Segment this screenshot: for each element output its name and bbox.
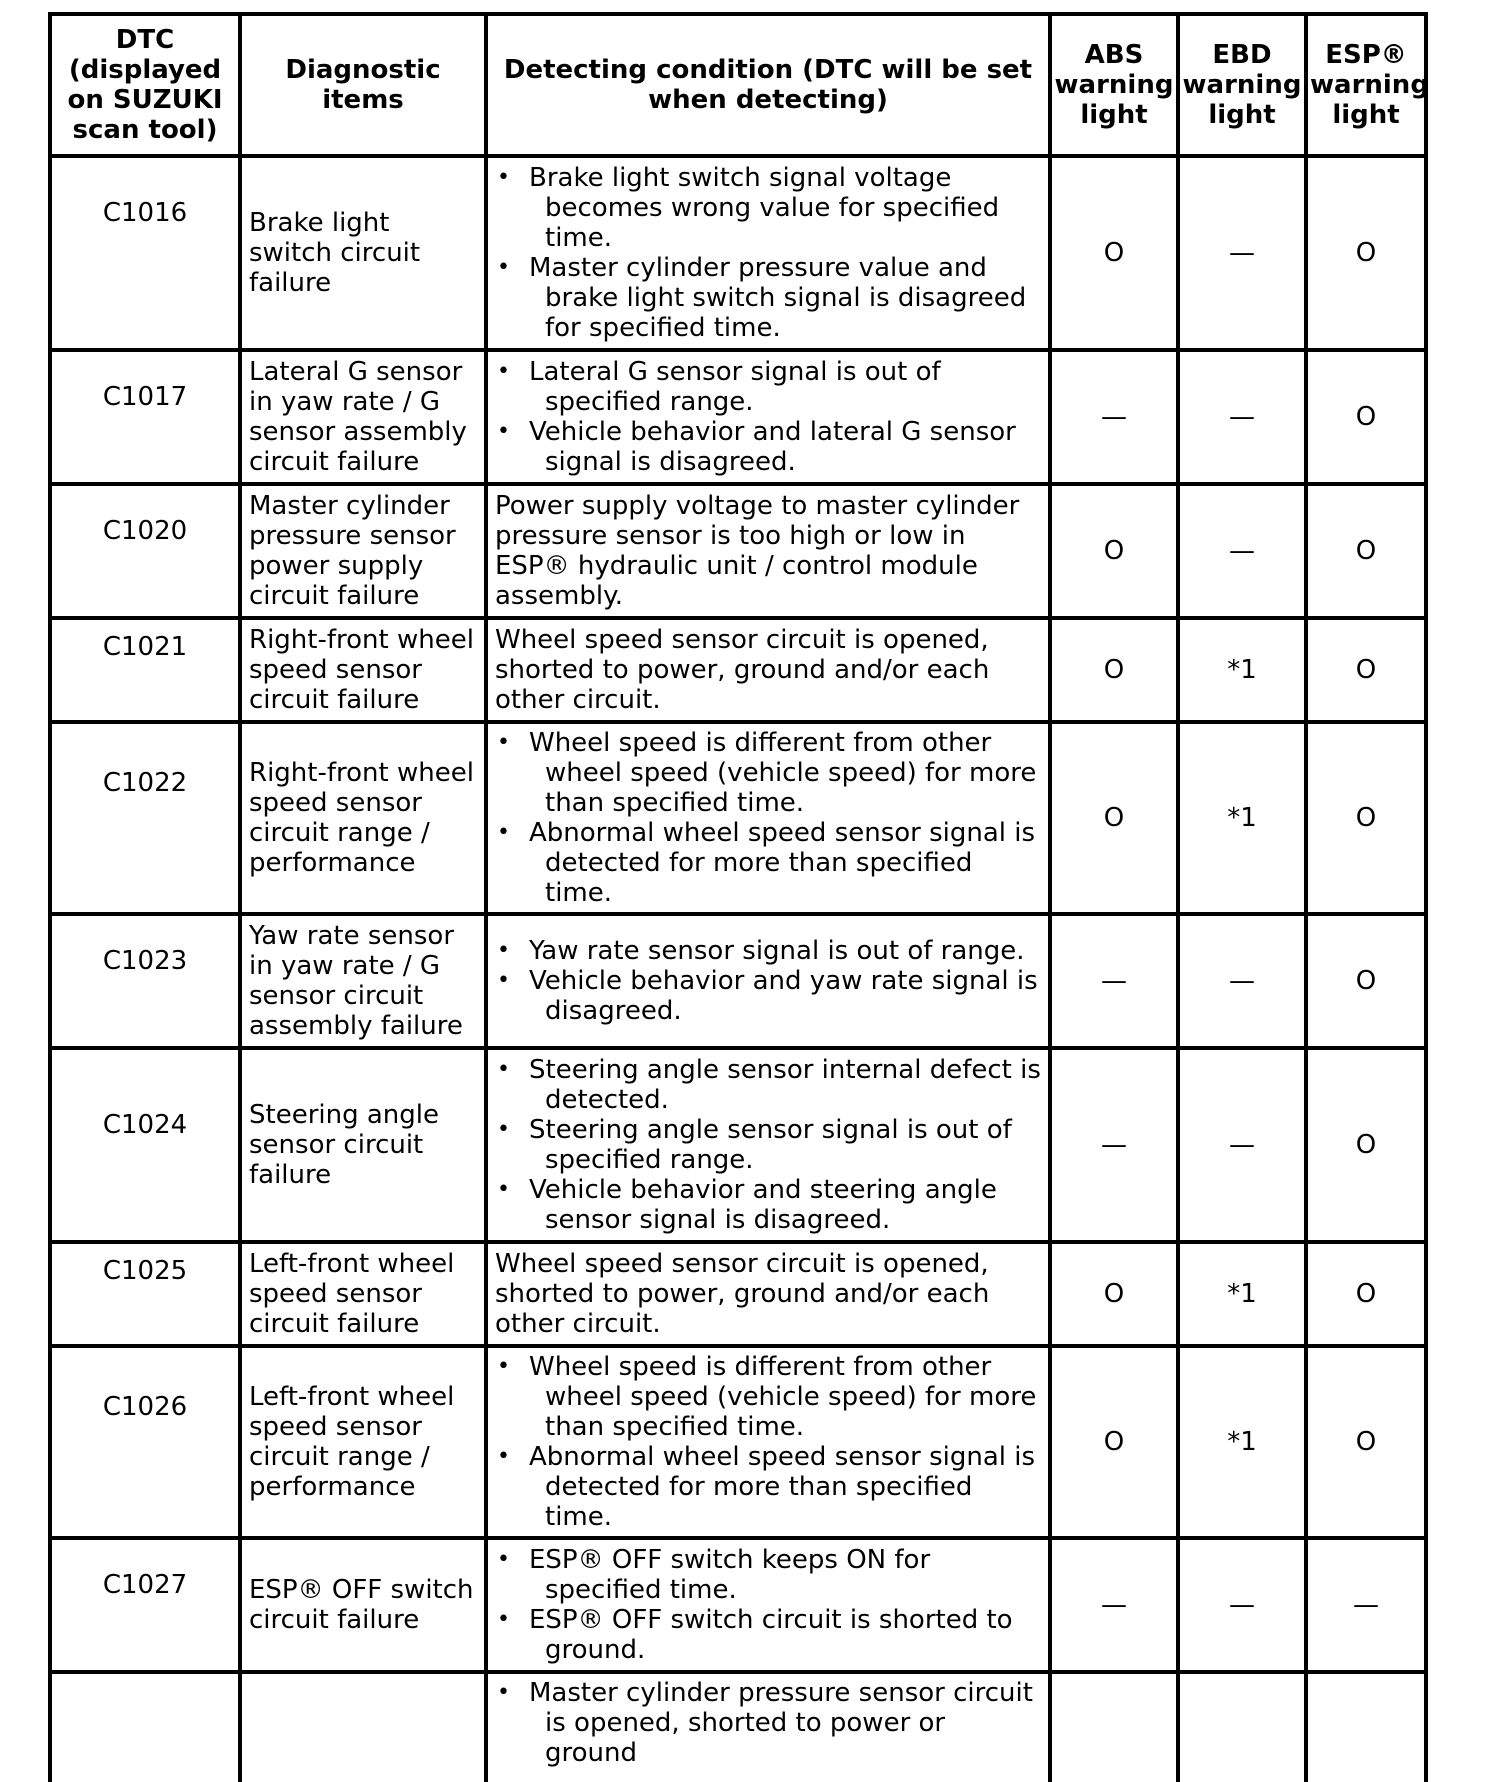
header-ebd-warning-light: EBD warning light <box>1178 14 1306 156</box>
detecting-condition: Power supply voltage to master cylinder pressure sensor is too high or low in ESP® hydraulic unit / control module assembly. <box>486 484 1050 618</box>
ebd-mark: — <box>1178 350 1306 484</box>
esp-mark: O <box>1306 156 1426 350</box>
condition-bullet: • Wheel speed is different from other wheel speed (vehicle speed) for more than specified time. <box>495 728 1041 818</box>
esp-mark <box>1306 1672 1426 1782</box>
table-row <box>50 1048 1426 1242</box>
abs-mark: O <box>1050 1346 1178 1538</box>
abs-mark: — <box>1050 350 1178 484</box>
detecting-condition <box>486 914 1050 1048</box>
esp-mark: — <box>1306 1538 1426 1672</box>
table-row <box>50 156 1426 350</box>
ebd-mark: *1 <box>1178 1242 1306 1346</box>
dtc-code: C1023 <box>50 914 240 1048</box>
diagnostic-item: Left-front wheel speed sensor circuit failure <box>240 1242 486 1346</box>
ebd-mark: — <box>1178 1048 1306 1242</box>
esp-mark: O <box>1306 484 1426 618</box>
condition-bullet: • Abnormal wheel speed sensor signal is detected for more than specified time. <box>495 818 1041 908</box>
condition-bullet: • ESP® OFF switch keeps ON for specified time. <box>495 1545 1041 1605</box>
diagnostic-item: Yaw rate sensor in yaw rate / G sensor circuit assembly failure <box>240 914 486 1048</box>
abs-mark: O <box>1050 484 1178 618</box>
ebd-mark: — <box>1178 1538 1306 1672</box>
dtc-code: C1016 <box>50 156 240 350</box>
detecting-condition <box>486 1672 1050 1782</box>
dtc-table-container <box>48 12 1429 1768</box>
esp-mark: O <box>1306 1242 1426 1346</box>
ebd-mark: — <box>1178 484 1306 618</box>
condition-bullet: • Abnormal wheel speed sensor signal is detected for more than specified time. <box>495 1442 1041 1532</box>
ebd-mark: — <box>1178 914 1306 1048</box>
header-row <box>50 14 1426 156</box>
diagnostic-item: Left-front wheel speed sensor circuit range / performance <box>240 1346 486 1538</box>
detecting-condition: Wheel speed sensor circuit is opened, shorted to power, ground and/or each other circuit. <box>486 1242 1050 1346</box>
diagnostic-item: Master cylinder pressure sensor power supply circuit failure <box>240 484 486 618</box>
diagnostic-item: Right-front wheel speed sensor circuit range / performance <box>240 722 486 914</box>
esp-mark: O <box>1306 1346 1426 1538</box>
detecting-condition: Wheel speed sensor circuit is opened, shorted to power, ground and/or each other circuit. <box>486 618 1050 722</box>
diagnostic-item: Steering angle sensor circuit failure <box>240 1048 486 1242</box>
condition-bullet: • ESP® OFF switch circuit is shorted to ground. <box>495 1605 1041 1665</box>
diagnostic-item: Right-front wheel speed sensor circuit failure <box>240 618 486 722</box>
condition-bullet: • Brake light switch signal voltage becomes wrong value for specified time. <box>495 163 1041 253</box>
abs-mark: O <box>1050 722 1178 914</box>
dtc-code: C1022 <box>50 722 240 914</box>
detecting-condition <box>486 1538 1050 1672</box>
esp-mark: O <box>1306 914 1426 1048</box>
abs-mark: O <box>1050 1242 1178 1346</box>
abs-mark: — <box>1050 1048 1178 1242</box>
esp-mark: O <box>1306 1048 1426 1242</box>
condition-bullet: • Yaw rate sensor signal is out of range. <box>495 936 1041 966</box>
diagnostic-item: Brake light switch circuit failure <box>240 156 486 350</box>
ebd-mark: *1 <box>1178 722 1306 914</box>
table-row <box>50 1346 1426 1538</box>
dtc-code <box>50 1672 240 1782</box>
header-detecting-condition: Detecting condition (DTC will be set when detecting) <box>486 14 1050 156</box>
dtc-code: C1025 <box>50 1242 240 1346</box>
ebd-mark: *1 <box>1178 618 1306 722</box>
table-row <box>50 350 1426 484</box>
abs-mark <box>1050 1672 1178 1782</box>
abs-mark: — <box>1050 914 1178 1048</box>
detecting-condition <box>486 1346 1050 1538</box>
diagnostic-item: ESP® OFF switch circuit failure <box>240 1538 486 1672</box>
esp-mark: O <box>1306 722 1426 914</box>
esp-mark: O <box>1306 618 1426 722</box>
esp-mark: O <box>1306 350 1426 484</box>
abs-mark: O <box>1050 618 1178 722</box>
ebd-mark <box>1178 1672 1306 1782</box>
ebd-mark: — <box>1178 156 1306 350</box>
condition-bullet: • Wheel speed is different from other wheel speed (vehicle speed) for more than specified time. <box>495 1352 1041 1442</box>
table-row <box>50 1538 1426 1672</box>
dtc-code: C1024 <box>50 1048 240 1242</box>
condition-bullet: • Master cylinder pressure sensor circuit is opened, shorted to power or ground <box>495 1678 1041 1768</box>
condition-bullet: • Vehicle behavior and yaw rate signal is disagreed. <box>495 966 1041 1026</box>
dtc-code: C1026 <box>50 1346 240 1538</box>
table-row <box>50 722 1426 914</box>
condition-bullet: • Vehicle behavior and lateral G sensor signal is disagreed. <box>495 417 1041 477</box>
dtc-code: C1020 <box>50 484 240 618</box>
dtc-code: C1017 <box>50 350 240 484</box>
table-row <box>50 914 1426 1048</box>
table-row <box>50 618 1426 722</box>
detecting-condition <box>486 156 1050 350</box>
detecting-condition <box>486 722 1050 914</box>
table-row <box>50 484 1426 618</box>
condition-bullet: • Steering angle sensor signal is out of specified range. <box>495 1115 1041 1175</box>
dtc-code: C1027 <box>50 1538 240 1672</box>
diagnostic-item: Lateral G sensor in yaw rate / G sensor assembly circuit failure <box>240 350 486 484</box>
ebd-mark: *1 <box>1178 1346 1306 1538</box>
detecting-condition <box>486 1048 1050 1242</box>
condition-bullet: • Master cylinder pressure value and brake light switch signal is disagreed for specified time. <box>495 253 1041 343</box>
table-row <box>50 1242 1426 1346</box>
condition-bullet: • Vehicle behavior and steering angle sensor signal is disagreed. <box>495 1175 1041 1235</box>
condition-bullet: • Steering angle sensor internal defect is detected. <box>495 1055 1041 1115</box>
condition-bullet: • Lateral G sensor signal is out of specified range. <box>495 357 1041 417</box>
header-diagnostic-items: Diagnostic items <box>240 14 486 156</box>
diagnostic-item <box>240 1672 486 1782</box>
table-row <box>50 1672 1426 1782</box>
dtc-code: C1021 <box>50 618 240 722</box>
detecting-condition <box>486 350 1050 484</box>
header-dtc: DTC (displayed on SUZUKI scan tool) <box>50 14 240 156</box>
dtc-table <box>48 12 1428 1782</box>
abs-mark: O <box>1050 156 1178 350</box>
header-abs-warning-light: ABS warning light <box>1050 14 1178 156</box>
header-esp-warning-light: ESP® warning light <box>1306 14 1426 156</box>
abs-mark: — <box>1050 1538 1178 1672</box>
